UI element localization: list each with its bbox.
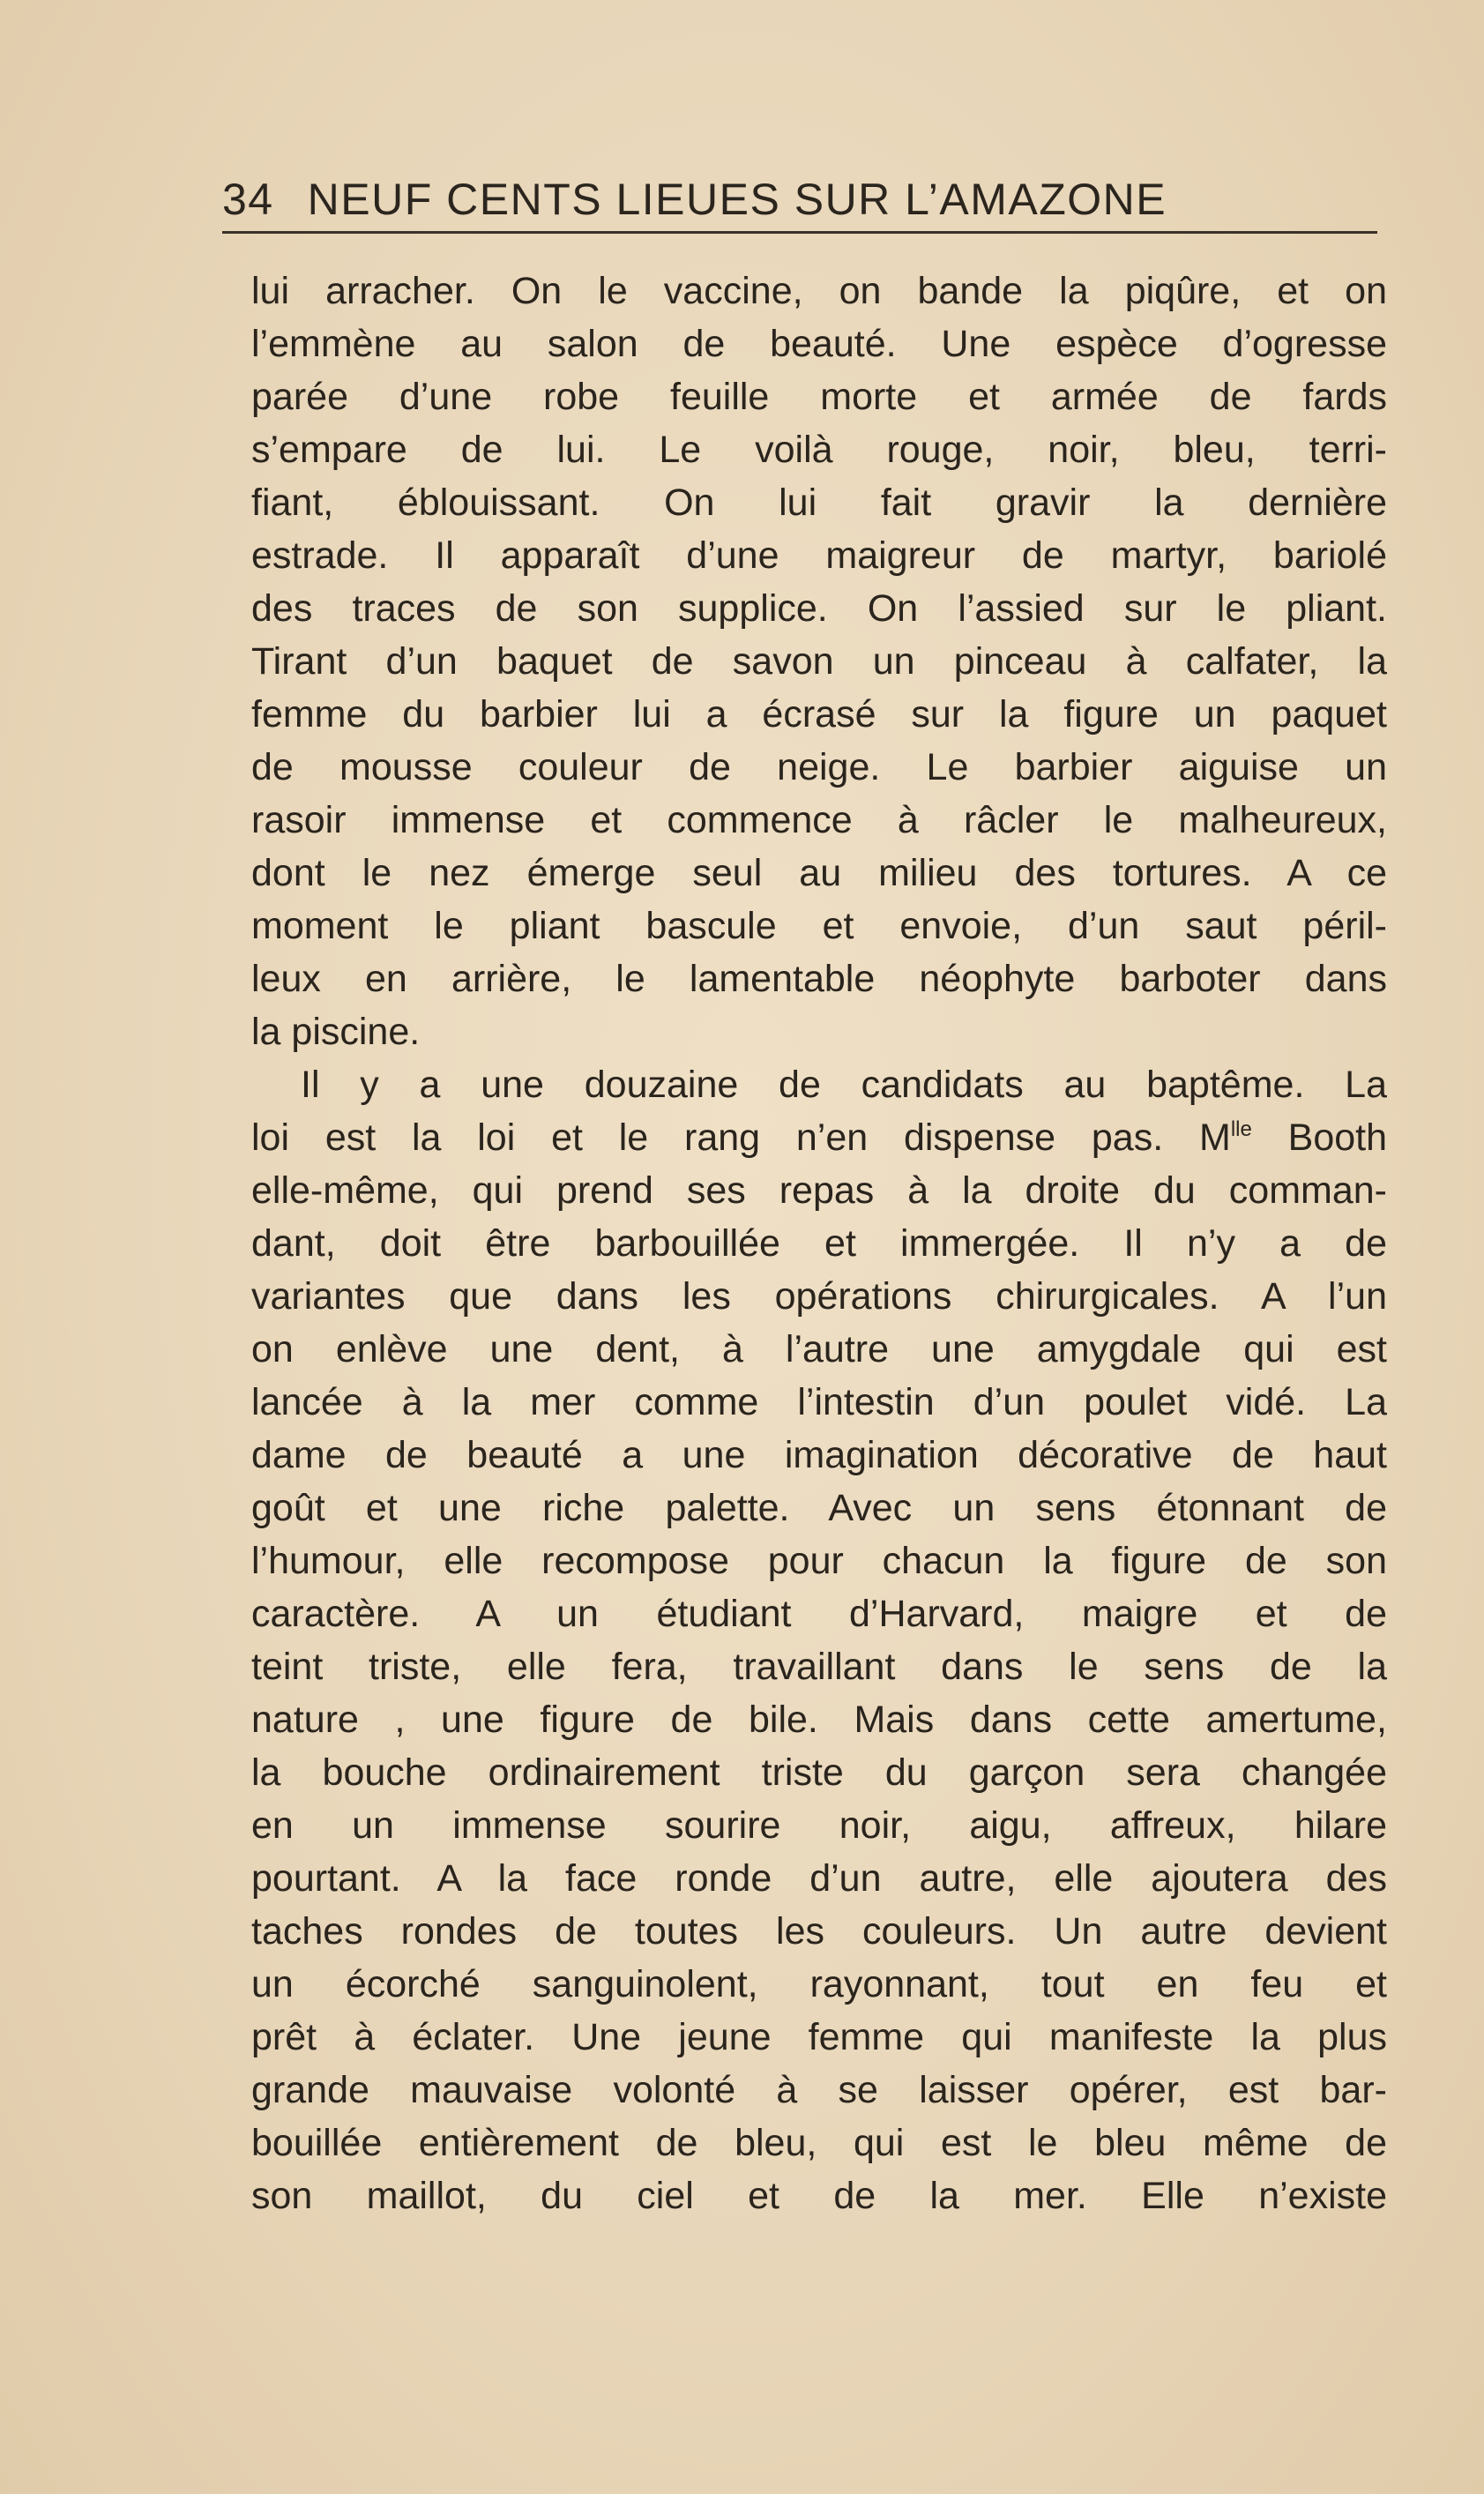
text-line: l’emmène au salon de beauté. Une espèce d’ogresse — [251, 323, 1387, 365]
text-segment: loi est la loi et le rang n’en dispense pas. — [251, 1116, 1164, 1159]
text-line: nature , une figure de bile. Mais dans cette amertume, — [251, 1699, 1387, 1741]
text-line: dame de beauté a une imagination décorative de haut — [251, 1434, 1387, 1476]
text-line: Il y a une douzaine de candidats au baptême. La — [301, 1064, 1387, 1106]
text-line: teint triste, elle fera, travaillant dans le sens de la — [251, 1646, 1387, 1688]
text-line: femme du barbier lui a écrasé sur la figure un paquet — [251, 693, 1387, 736]
text-line: l’humour, elle recompose pour chacun la figure de son — [251, 1540, 1387, 1582]
header-rule — [222, 231, 1377, 234]
text-line: pourtant. A la face ronde d’un autre, elle ajoutera des — [251, 1857, 1387, 1900]
honorific-base: M — [1198, 1116, 1231, 1159]
text-line: son maillot, du ciel et de la mer. Elle n’existe — [251, 2175, 1387, 2217]
text-line: dant, doit être barbouillée et immergée. Il n’y a de — [251, 1222, 1387, 1265]
text-line: leux en arrière, le lamentable néophyte barboter dans — [251, 958, 1387, 1000]
text-line: parée d’une robe feuille morte et armée de fards — [251, 376, 1387, 418]
text-line: fiant, éblouissant. On lui fait gravir la dernière — [251, 482, 1387, 524]
page-number: 34 — [222, 175, 274, 224]
honorific-superscript: lle — [1230, 1117, 1252, 1141]
text-line: en un immense sourire noir, aigu, affreux, hilare — [251, 1804, 1387, 1847]
text-line: la piscine. — [251, 1011, 421, 1053]
text-line: on enlève une dent, à l’autre une amygdale qui est — [251, 1328, 1387, 1370]
text-segment: Booth — [1287, 1116, 1387, 1159]
text-line: estrade. Il apparaît d’une maigreur de martyr, bariolé — [251, 534, 1387, 577]
text-line: des traces de son supplice. On l’assied sur le pliant. — [251, 587, 1387, 630]
running-header — [222, 146, 1377, 225]
text-line: taches rondes de toutes les couleurs. Un autre devient — [251, 1910, 1387, 1953]
text-line: rasoir immense et commence à râcler le malheureux, — [251, 799, 1387, 841]
text-line: s’empare de lui. Le voilà rouge, noir, bleu, terri- — [251, 429, 1387, 471]
body-text — [251, 265, 1387, 2222]
text-line: un écorché sanguinolent, rayonnant, tout en feu et — [251, 1963, 1387, 2005]
text-line-with-honorific — [251, 1111, 1387, 1164]
text-line: dont le nez émerge seul au milieu des tortures. A ce — [251, 852, 1387, 894]
honorific — [1199, 1116, 1252, 1159]
text-line: variantes que dans les opérations chirurgicales. A l’un — [251, 1275, 1387, 1318]
text-line: Tirant d’un baquet de savon un pinceau à calfater, la — [251, 640, 1387, 683]
text-line: moment le pliant bascule et envoie, d’un saut péril- — [251, 905, 1387, 947]
text-line: la bouche ordinairement triste du garçon sera changée — [251, 1751, 1387, 1794]
text-line: caractère. A un étudiant d’Harvard, maigre et de — [251, 1593, 1387, 1635]
text-line: elle-même, qui prend ses repas à la droite du comman- — [251, 1169, 1387, 1212]
text-line: grande mauvaise volonté à se laisser opérer, est bar- — [251, 2069, 1387, 2111]
text-line: de mousse couleur de neige. Le barbier aiguise un — [251, 746, 1387, 788]
text-line: bouillée entièrement de bleu, qui est le bleu même de — [251, 2122, 1387, 2164]
text-line: lui arracher. On le vaccine, on bande la piqûre, et on — [251, 270, 1387, 312]
running-title: NEUF CENTS LIEUES SUR L’AMAZONE — [307, 175, 1167, 224]
text-line: lancée à la mer comme l’intestin d’un poulet vidé. La — [251, 1381, 1387, 1423]
text-line: prêt à éclater. Une jeune femme qui manifeste la plus — [251, 2016, 1387, 2058]
text-line: goût et une riche palette. Avec un sens étonnant de — [251, 1487, 1387, 1529]
